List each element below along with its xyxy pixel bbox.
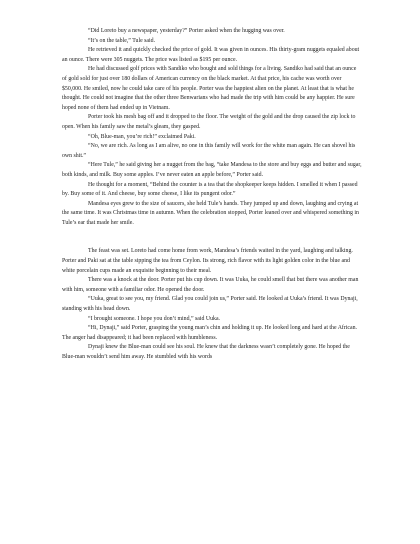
paragraph: Porter took his mesh bag off and it dropped to the floor. The weight of the gold and the drop caused the zip lock to open. When his family saw the metal’s gleam, they gasped. <box>62 114 356 130</box>
paragraph: “Oh, Blue-man, you’re rich!” exclaimed Paki. <box>88 133 196 140</box>
paragraph: There was a knock at the door. Porter put his cup down. It was Uuka, he could smell that but there was another man with him, someone with a familiar odor. He opened the door. <box>62 277 359 293</box>
body-text <box>62 27 362 363</box>
section-break <box>62 228 362 247</box>
paragraph: “It’s on the table,” Tule said. <box>88 37 156 44</box>
paragraph: Mandesa eyes grew to the size of saucers, she held Tule’s hands. They jumped up and down, laughing and crying at the same time. It was Christmas time in autumn. When the celebration stopped, Porter leaned over and whispered something in Tule’s ear that made her smile. <box>62 200 359 226</box>
paragraph: “Here Tule,” he said giving her a nugget from the bag, “take Mandesa to the store and buy eggs and butter and sugar, both kinds, and milk. Buy some apples. I’ve never eaten an apple before,” Porter said. <box>62 162 362 178</box>
paragraph: “Hi, Dynaji,” said Porter, grasping the young man’s chin and holding it up. He looked long and hard at the African. The anger had disappeared; it had been replaced with humbleness. <box>62 325 358 341</box>
paragraph: The feast was set. Loreto had come home from work, Mandesa’s friends waited in the yard, laughing and talking. Porter and Paki sat at the table sipping the tea from Ceylon. Its strong, rich flavor with its light golden color in the blue and white porcelain cups made an exquisite beginning to their meal. <box>62 248 353 274</box>
paragraph: Dynaji knew the Blue-man could see his soul. He knew that the darkness wasn’t completely gone. He hoped the Blue-man wouldn’t send him away. He stumbled with his words <box>62 344 350 360</box>
paragraph: “Did Loreto buy a newspaper, yesterday?” Porter asked when the hugging was over. <box>88 28 285 34</box>
paragraph: “No, we are rich. As long as I am alive, no one in this family will work for the white man again. He can shovel his own shit.” <box>62 143 356 159</box>
paragraph: He thought for a moment, “Behind the counter is a tea that the shopkeeper keeps hidden. I smelled it when I passed by. Buy some of it. And cheese, buy some cheese, I like its pungent odor.” <box>62 181 358 198</box>
paragraph: “Uuka, great to see you, my friend. Glad you could join us,” Porter said. He looked at Uuka’s friend. It was Dynaji, standing with his head down. <box>62 296 358 313</box>
paragraph: He retrieved it and quickly checked the price of gold. It was given in ounces. His thirty-gram nuggets equaled about an ounce. There were 305 nuggets. The price was listed as $195 per ounce. <box>62 47 360 63</box>
paragraph: “I brought someone. I hope you don’t mind,” said Uuka. <box>88 315 221 322</box>
paragraph: He had discussed golf prices with Sandiko who bought and sold things for a living. Sandiko had said that an ounce of gold sold for just over 180 dollars of American currency on the black market. At that price, his cache was worth over $50,000. He smiled, now he could take care of his people. Porter was the happiest alien on the planet. At least that is what he thought. He could not imagine that the other three Benwarians who had made the trip with him could be any happier. He sure hoped none of them had ended up in Vietnam. <box>62 66 357 111</box>
